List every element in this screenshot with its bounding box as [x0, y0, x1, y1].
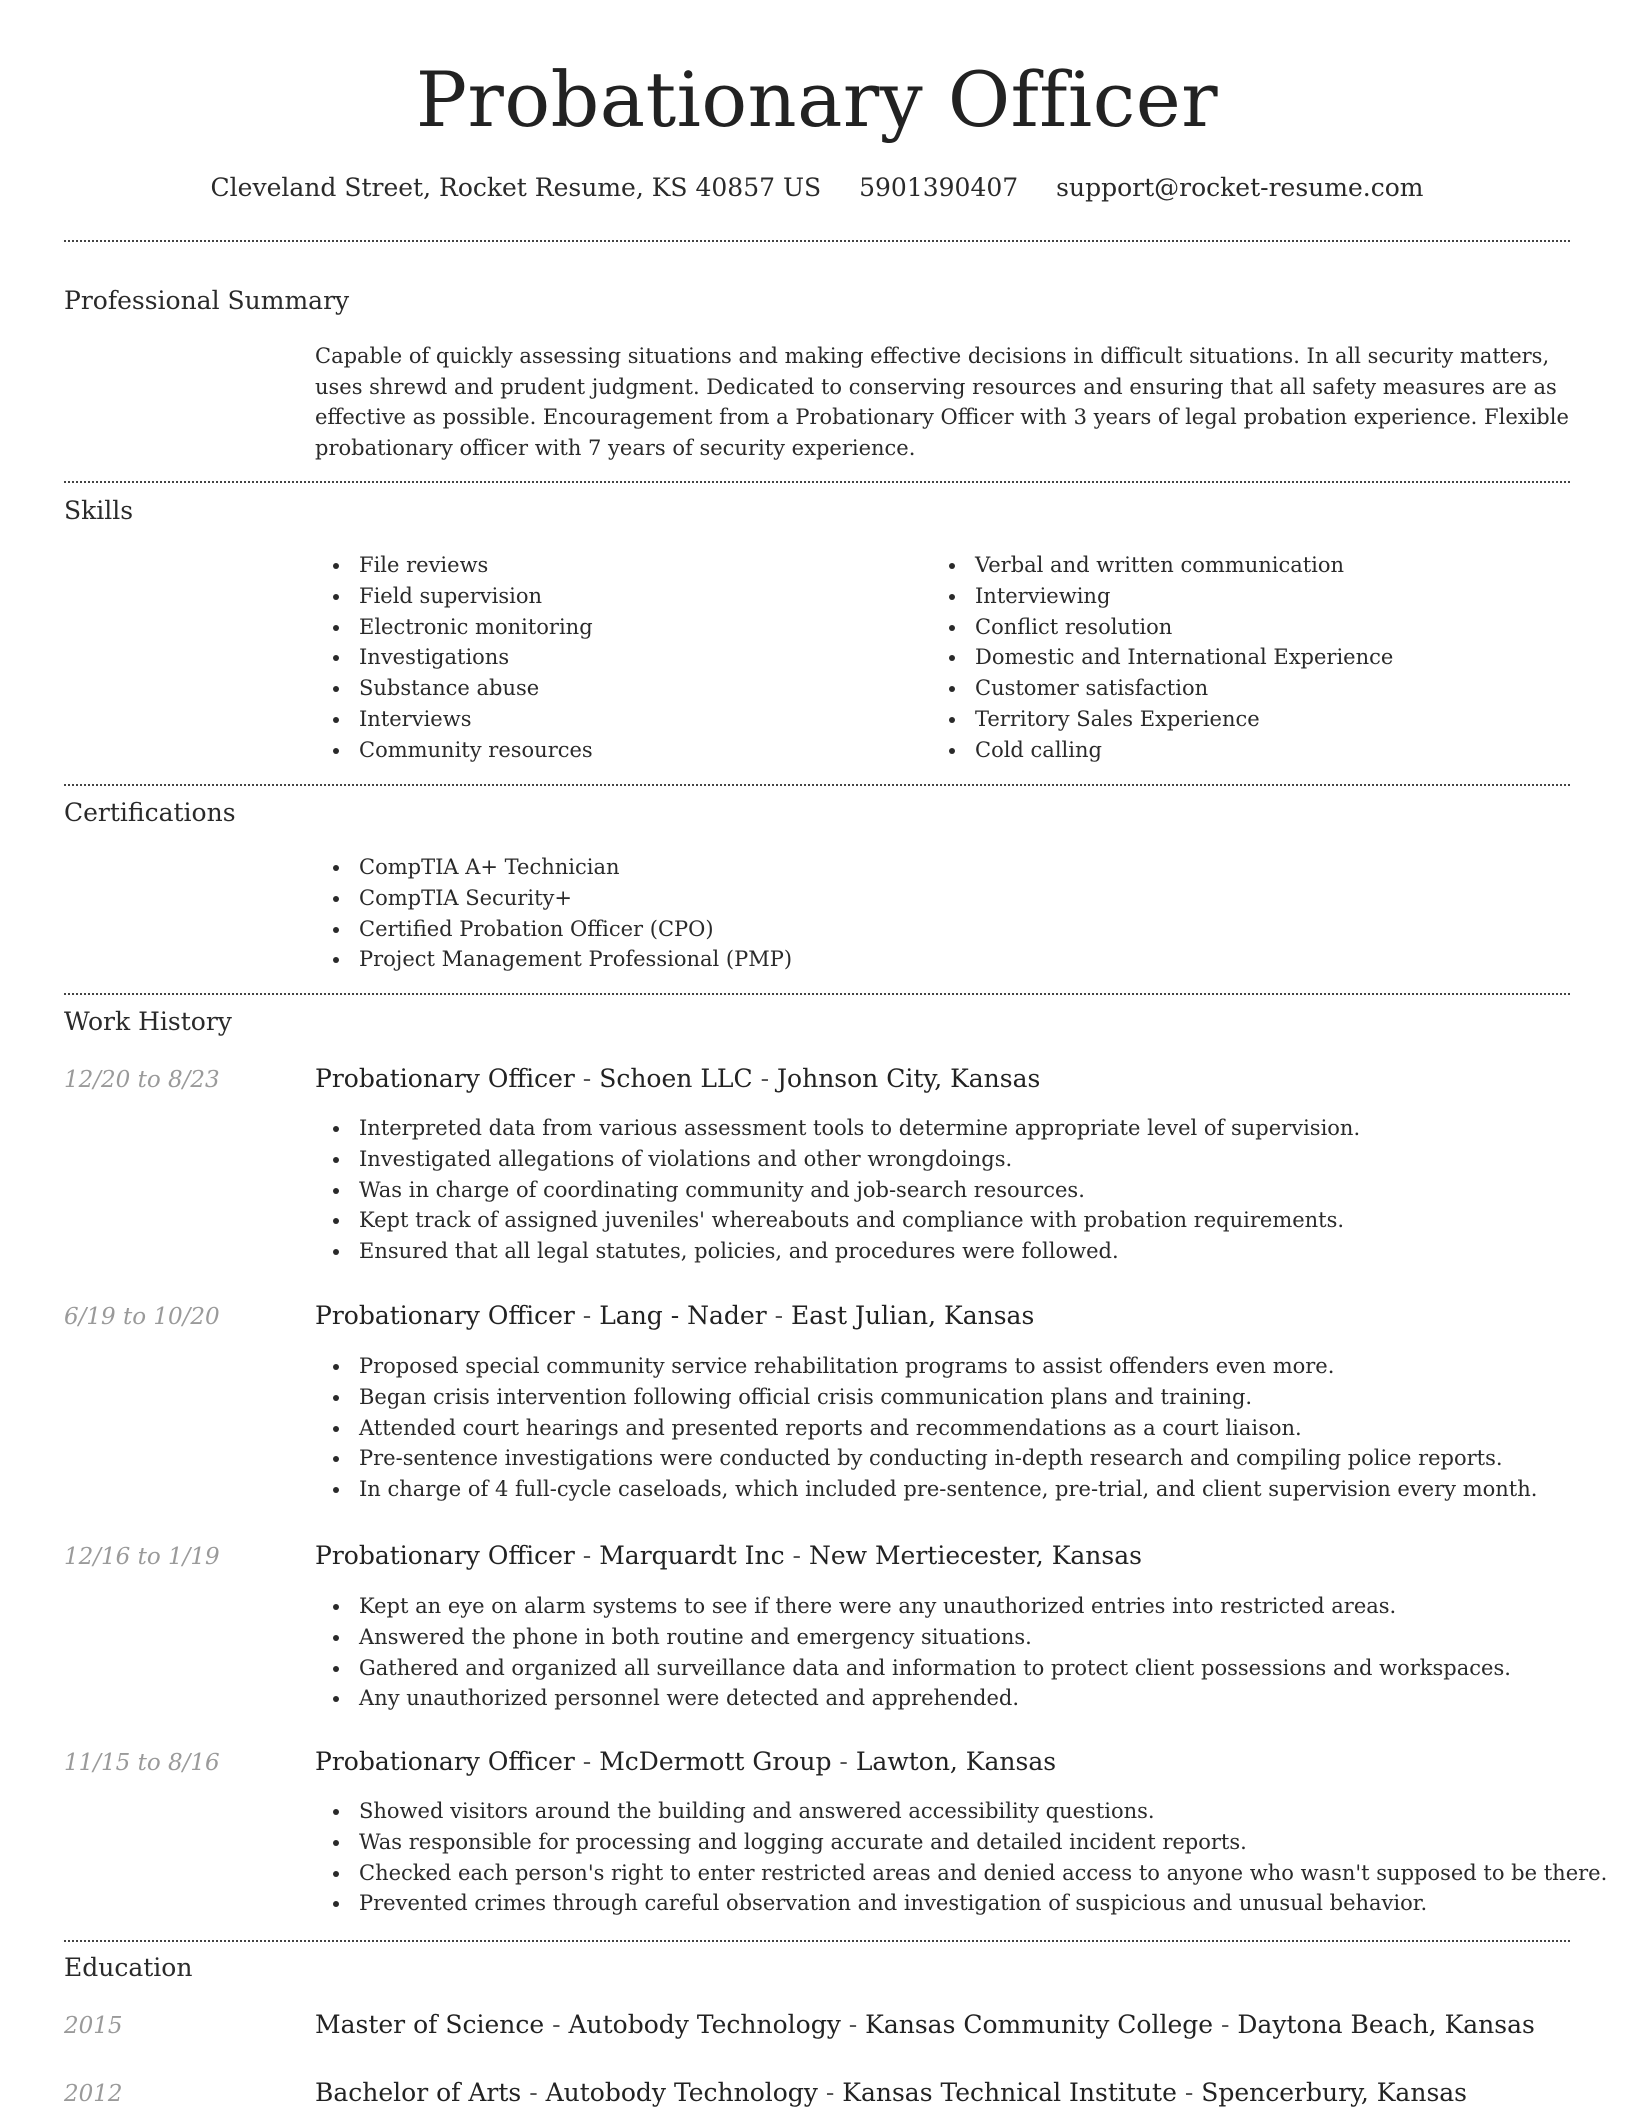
job-title: Probationary Officer - Lang - Nader - East Julian, Kansas [315, 1301, 1035, 1330]
contact-email[interactable]: support@rocket-resume.com [1056, 173, 1424, 202]
education-entry: Master of Science - Autobody Technology - Kansas Community College - Daytona Beach, Kansas [315, 2010, 1535, 2039]
skill-item: Cold calling [931, 735, 1393, 766]
divider [64, 1940, 1570, 1942]
job-company: Schoen LLC [599, 1064, 753, 1093]
education-location: Daytona Beach, Kansas [1237, 2010, 1535, 2039]
job-bullet: Ensured that all legal statutes, policies, and procedures were followed. [315, 1236, 1360, 1267]
job-bullet: Began crisis intervention following official crisis communication plans and training. [315, 1382, 1537, 1413]
job-title: Probationary Officer - McDermott Group - Lawton, Kansas [315, 1747, 1057, 1776]
education-field: Autobody Technology [545, 2078, 818, 2107]
job-bullet: Showed visitors around the building and answered accessibility questions. [315, 1796, 1607, 1827]
job-location: East Julian, Kansas [791, 1301, 1035, 1330]
job-role: Probationary Officer [315, 1301, 575, 1330]
section-title-summary: Professional Summary [64, 286, 350, 315]
job-location: New Mertiecester, Kansas [808, 1541, 1142, 1570]
job-bullet: Pre-sentence investigations were conducted by conducting in-depth research and compiling police reports. [315, 1443, 1537, 1474]
education-field: Autobody Technology [568, 2010, 841, 2039]
job-bullet: Was in charge of coordinating community and job-search resources. [315, 1175, 1360, 1206]
education-degree: Bachelor of Arts [315, 2078, 522, 2107]
job-bullet: In charge of 4 full-cycle caseloads, which included pre-sentence, pre-trial, and client supervision every month. [315, 1474, 1537, 1505]
education-entry: Bachelor of Arts - Autobody Technology - Kansas Technical Institute - Spencerbury, Kansas [315, 2078, 1468, 2107]
certification-item: CompTIA A+ Technician [315, 852, 792, 883]
skill-item: Territory Sales Experience [931, 704, 1393, 735]
skill-item: Field supervision [315, 581, 593, 612]
education-school: Kansas Technical Institute [842, 2078, 1177, 2107]
job-bullet: Kept track of assigned juveniles' whereabouts and compliance with probation requirements. [315, 1205, 1360, 1236]
skill-item: Interviews [315, 704, 593, 735]
resume-name: Probationary Officer [415, 55, 1219, 144]
skill-item: File reviews [315, 550, 593, 581]
job-dates: 12/16 to 1/19 [64, 1544, 220, 1570]
job-bullet: Kept an eye on alarm systems to see if there were any unauthorized entries into restricted areas. [315, 1591, 1511, 1622]
job-bullet: Answered the phone in both routine and emergency situations. [315, 1622, 1511, 1653]
summary-text: Capable of quickly assessing situations and making effective decisions in difficult situations. In all security matters, uses shrewd and prudent judgment. Dedicated to conserving resources and ensuring that all safety measures are as effective as possible. Encouragement from a Probationary Officer with 3 years of legal probation experience. Flexible probationary officer with 7 years of security experience. [315, 344, 1569, 460]
job-company: Marquardt Inc [599, 1541, 785, 1570]
job-bullet: Attended court hearings and presented reports and recommendations as a court liaison. [315, 1413, 1537, 1444]
job-bullet: Any unauthorized personnel were detected and apprehended. [315, 1683, 1511, 1714]
contact-line [64, 170, 1570, 206]
skill-item: Customer satisfaction [931, 673, 1393, 704]
section-title-work-history: Work History [64, 1007, 232, 1036]
job-bullets [315, 1351, 1537, 1505]
job-bullets [315, 1591, 1511, 1714]
education-year: 2012 [64, 2081, 123, 2107]
job-role: Probationary Officer [315, 1747, 575, 1776]
section-title-skills: Skills [64, 496, 134, 525]
section-title-certifications: Certifications [64, 798, 236, 827]
certification-item: Project Management Professional (PMP) [315, 944, 792, 975]
divider [64, 481, 1570, 483]
job-bullets [315, 1113, 1360, 1267]
skill-item: Domestic and International Experience [931, 642, 1393, 673]
job-bullet: Checked each person's right to enter restricted areas and denied access to anyone who wasn't supposed to be there. [315, 1858, 1607, 1889]
job-dates: 12/20 to 8/23 [64, 1067, 220, 1093]
job-bullet: Investigated allegations of violations and other wrongdoings. [315, 1144, 1360, 1175]
job-bullet: Was responsible for processing and logging accurate and detailed incident reports. [315, 1827, 1607, 1858]
skills-list-left [315, 550, 593, 766]
job-bullet: Prevented crimes through careful observation and investigation of suspicious and unusual behavior. [315, 1888, 1607, 1919]
job-company: McDermott Group [599, 1747, 832, 1776]
contact-address: Cleveland Street, Rocket Resume, KS 40857 US [210, 173, 822, 202]
education-location: Spencerbury, Kansas [1201, 2078, 1468, 2107]
divider [64, 784, 1570, 786]
divider [64, 240, 1570, 242]
job-role: Probationary Officer [315, 1064, 575, 1093]
divider [64, 993, 1570, 995]
skills-list-right [931, 550, 1393, 766]
skill-item: Conflict resolution [931, 612, 1393, 643]
skill-item: Verbal and written communication [931, 550, 1393, 581]
job-location: Johnson City, Kansas [777, 1064, 1041, 1093]
education-school: Kansas Community College [865, 2010, 1214, 2039]
job-bullet: Interpreted data from various assessment tools to determine appropriate level of supervision. [315, 1113, 1360, 1144]
skill-item: Investigations [315, 642, 593, 673]
certification-item: Certified Probation Officer (CPO) [315, 914, 792, 945]
job-title: Probationary Officer - Schoen LLC - Johnson City, Kansas [315, 1064, 1041, 1093]
job-company: Lang - Nader [599, 1301, 767, 1330]
skill-item: Substance abuse [315, 673, 593, 704]
job-bullets [315, 1796, 1607, 1919]
section-title-education: Education [64, 1953, 193, 1982]
job-title: Probationary Officer - Marquardt Inc - New Mertiecester, Kansas [315, 1541, 1142, 1570]
education-degree: Master of Science [315, 2010, 545, 2039]
certifications-list [315, 852, 792, 975]
skill-item: Electronic monitoring [315, 612, 593, 643]
job-bullet: Proposed special community service rehabilitation programs to assist offenders even more. [315, 1351, 1537, 1382]
certification-item: CompTIA Security+ [315, 883, 792, 914]
job-role: Probationary Officer [315, 1541, 575, 1570]
skill-item: Community resources [315, 735, 593, 766]
education-year: 2015 [64, 2013, 123, 2039]
contact-phone: 5901390407 [859, 173, 1019, 202]
job-bullet: Gathered and organized all surveillance data and information to protect client possessions and workspaces. [315, 1653, 1511, 1684]
job-dates: 6/19 to 10/20 [64, 1304, 220, 1330]
job-location: Lawton, Kansas [855, 1747, 1057, 1776]
skill-item: Interviewing [931, 581, 1393, 612]
job-dates: 11/15 to 8/16 [64, 1750, 220, 1776]
